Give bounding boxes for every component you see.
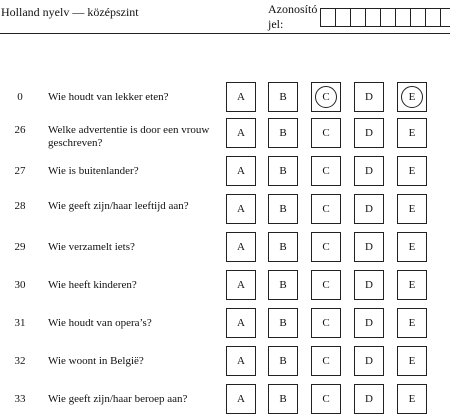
answer-option-a[interactable]: A bbox=[226, 194, 256, 224]
answer-option-b[interactable]: B bbox=[268, 270, 298, 300]
answer-option-d[interactable]: D bbox=[354, 118, 384, 148]
identifier-box[interactable] bbox=[380, 8, 396, 27]
answer-option-d[interactable]: D bbox=[354, 194, 384, 224]
answer-option-a[interactable]: A bbox=[226, 118, 256, 148]
question-number: 33 bbox=[14, 393, 26, 405]
answer-option-e[interactable]: E bbox=[397, 156, 427, 186]
answer-option-a[interactable]: A bbox=[226, 156, 256, 186]
answer-option-d[interactable]: D bbox=[354, 346, 384, 376]
identifier-box[interactable] bbox=[425, 8, 441, 27]
identifier-field bbox=[268, 2, 450, 32]
question-text: Welke advertentie is door een vrouw geschreven? bbox=[48, 124, 210, 149]
identifier-box[interactable] bbox=[365, 8, 381, 27]
answer-option-b[interactable]: B bbox=[268, 194, 298, 224]
answer-option-c[interactable]: C bbox=[311, 384, 341, 414]
answer-option-c[interactable] bbox=[311, 82, 341, 112]
question-number: 27 bbox=[14, 165, 26, 177]
answer-option-a[interactable]: A bbox=[226, 270, 256, 300]
answer-option-a[interactable]: A bbox=[226, 232, 256, 262]
question-number: 29 bbox=[14, 241, 26, 253]
question-number: 26 bbox=[14, 124, 26, 136]
answer-option-c[interactable]: C bbox=[311, 232, 341, 262]
answer-option-a[interactable]: A bbox=[226, 82, 256, 112]
answer-option-d[interactable]: D bbox=[354, 270, 384, 300]
answer-option-c[interactable]: C bbox=[311, 308, 341, 338]
answer-option-b[interactable]: B bbox=[268, 346, 298, 376]
answer-option-c[interactable]: C bbox=[311, 118, 341, 148]
answer-option-b[interactable]: B bbox=[268, 308, 298, 338]
identifier-box[interactable] bbox=[335, 8, 351, 27]
selected-answer-circle: C bbox=[315, 86, 337, 108]
identifier-label: Azonosító jel: bbox=[268, 2, 318, 31]
answer-option-d[interactable]: D bbox=[354, 156, 384, 186]
answer-option-b[interactable]: B bbox=[268, 384, 298, 414]
identifier-boxes bbox=[321, 8, 450, 27]
question-number: 28 bbox=[14, 200, 26, 212]
answer-option-e[interactable]: E bbox=[397, 270, 427, 300]
selected-answer-circle: E bbox=[401, 86, 423, 108]
answer-option-c[interactable]: C bbox=[311, 194, 341, 224]
answer-option-a[interactable]: A bbox=[226, 384, 256, 414]
answer-option-d[interactable]: D bbox=[354, 308, 384, 338]
answer-option-e[interactable] bbox=[397, 82, 427, 112]
question-number: 30 bbox=[14, 279, 26, 291]
question-number: 32 bbox=[14, 355, 26, 367]
answer-option-b[interactable]: B bbox=[268, 156, 298, 186]
question-text: Wie houdt van lekker eten? bbox=[48, 91, 169, 103]
question-text: Wie heeft kinderen? bbox=[48, 279, 137, 291]
answer-option-b[interactable]: B bbox=[268, 232, 298, 262]
page-header bbox=[0, 0, 450, 32]
answer-option-e[interactable]: E bbox=[397, 308, 427, 338]
question-number: 0 bbox=[17, 91, 23, 103]
answer-option-c[interactable]: C bbox=[311, 346, 341, 376]
answer-option-b[interactable]: B bbox=[268, 82, 298, 112]
question-text: Wie geeft zijn/haar leeftijd aan? bbox=[48, 200, 189, 212]
answer-option-a[interactable]: A bbox=[226, 308, 256, 338]
header-divider bbox=[0, 33, 450, 34]
question-text: Wie verzamelt iets? bbox=[48, 241, 135, 253]
answer-option-e[interactable]: E bbox=[397, 346, 427, 376]
answer-option-d[interactable]: D bbox=[354, 384, 384, 414]
exam-title: Holland nyelv — középszint bbox=[1, 5, 139, 19]
answer-option-e[interactable]: E bbox=[397, 118, 427, 148]
answer-option-d[interactable]: D bbox=[354, 232, 384, 262]
identifier-box[interactable] bbox=[410, 8, 426, 27]
question-text: Wie woont in België? bbox=[48, 355, 144, 367]
answer-option-b[interactable]: B bbox=[268, 118, 298, 148]
identifier-box[interactable] bbox=[440, 8, 450, 27]
question-text: Wie houdt van opera’s? bbox=[48, 317, 152, 329]
identifier-box[interactable] bbox=[320, 8, 336, 27]
identifier-box[interactable] bbox=[395, 8, 411, 27]
answer-option-e[interactable]: E bbox=[397, 384, 427, 414]
question-text: Wie is buitenlander? bbox=[48, 165, 139, 177]
question-text: Wie geeft zijn/haar beroep aan? bbox=[48, 393, 188, 405]
question-number: 31 bbox=[14, 317, 26, 329]
answer-option-a[interactable]: A bbox=[226, 346, 256, 376]
answer-option-e[interactable]: E bbox=[397, 232, 427, 262]
answer-option-e[interactable]: E bbox=[397, 194, 427, 224]
identifier-box[interactable] bbox=[350, 8, 366, 27]
answer-option-c[interactable]: C bbox=[311, 156, 341, 186]
answer-option-c[interactable]: C bbox=[311, 270, 341, 300]
answer-option-d[interactable]: D bbox=[354, 82, 384, 112]
